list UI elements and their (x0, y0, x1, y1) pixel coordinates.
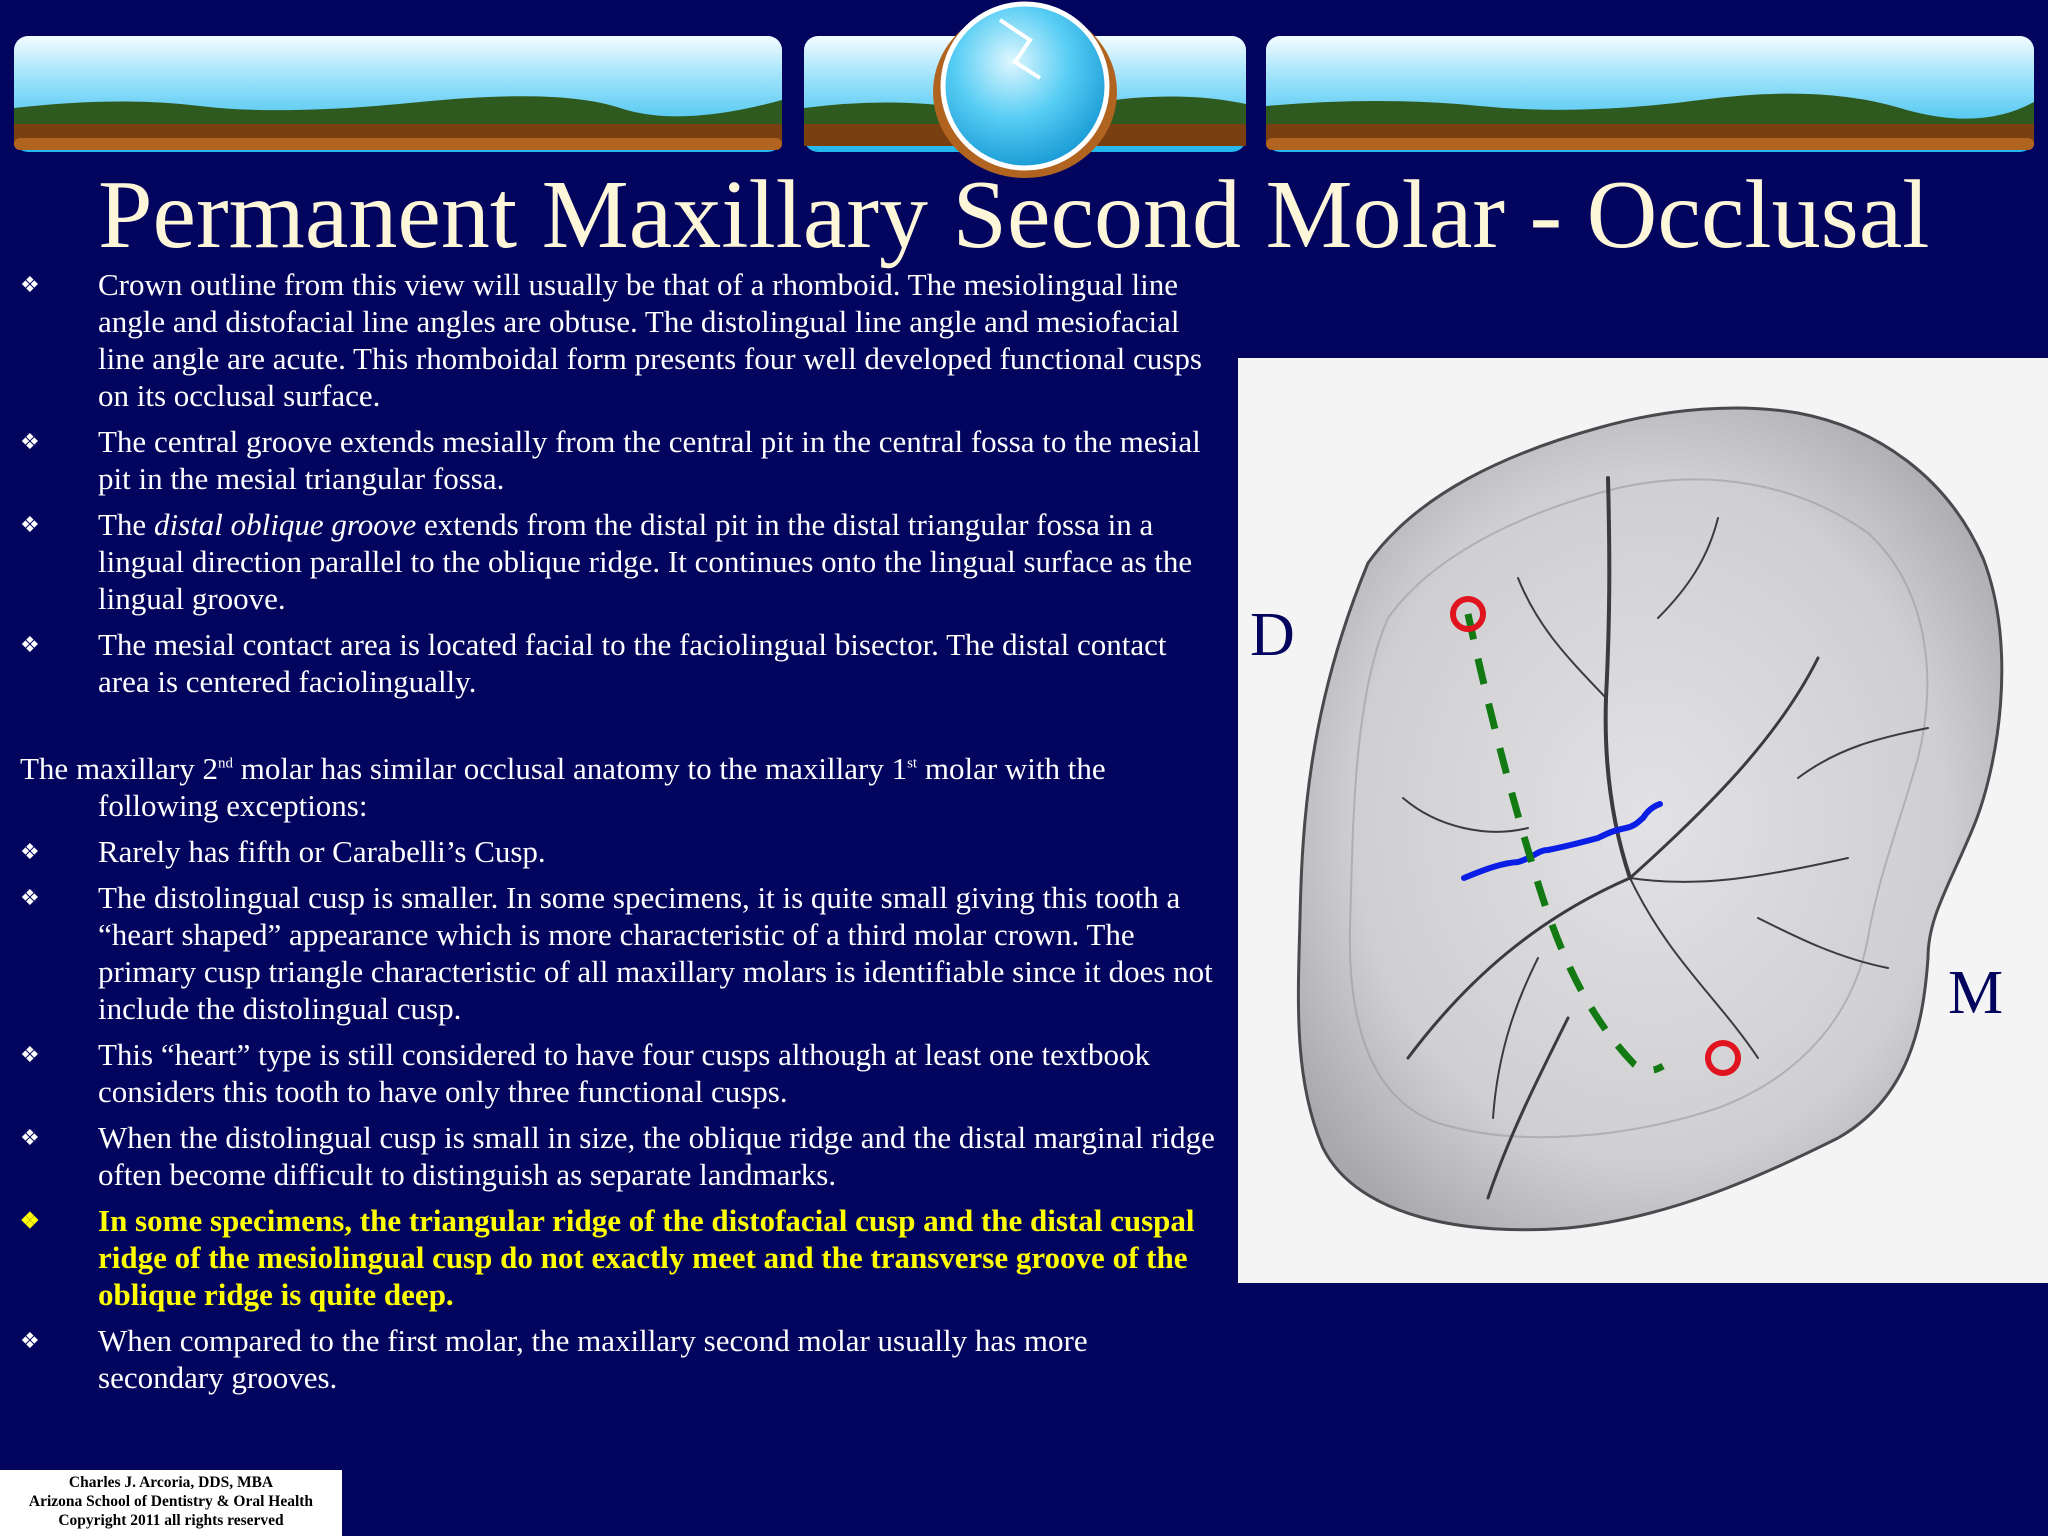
banner-panel-center (804, 4, 1246, 178)
bullet-diamond-icon: ❖ (20, 632, 40, 657)
credit-school: Arizona School of Dentistry & Oral Health (28, 1493, 314, 1510)
mesial-label: M (1948, 959, 2004, 1027)
bullet-secondary-grooves: ❖ When compared to the first molar, the maxillary second molar usually has more secondary grooves. (20, 1323, 1088, 1395)
bullet-oblique-ridge: ❖ When the distolingual cusp is small in size, the oblique ridge and the distal marginal ridge often become difficult to distinguish as separate landmarks. (20, 1120, 1215, 1192)
credit-author: Charles J. Arcoria, DDS, MBA (68, 1474, 274, 1491)
credit-copyright: Copyright 2011 all rights reserved (58, 1512, 284, 1529)
bullet-contact-areas: ❖ The mesial contact area is located facial to the faciolingual bisector. The distal contact area is centered faciolingually. (20, 627, 1167, 699)
author-credit (0, 1470, 342, 1536)
slide-content (20, 266, 1220, 1405)
header-banner (0, 0, 2048, 180)
slide-title: Permanent Maxillary Second Molar - Occlusal (98, 161, 1930, 269)
bullet-diamond-icon: ❖ (20, 839, 40, 864)
bullet-diamond-icon: ❖ (20, 429, 40, 454)
bullet-distolingual-cusp: ❖ The distolingual cusp is smaller. In some specimens, it is quite small giving this tooth a “heart shaped” appearance which is more characteristic of a third molar crown. The primary cusp triangle characteristic of all maxillary molars is identifiable since it does not include the distolingual cusp. (20, 880, 1213, 1026)
tooth-outline (1298, 408, 2004, 1230)
molar-drawing (1238, 358, 2048, 1283)
bullet-heart-type: ❖ This “heart” type is still considered to have four cusps although at least one textbook considers this tooth to have only three functional cusps. (20, 1037, 1151, 1109)
bullet-central-groove: ❖ The central groove extends mesially from the central pit in the central fossa to the mesial pit in the mesial triangular fossa. (20, 424, 1201, 496)
banner-panel-right (1266, 36, 2034, 152)
distal-label: D (1250, 601, 1295, 669)
italic-term: distal oblique groove (153, 507, 417, 542)
bullet-diamond-icon: ❖ (20, 885, 40, 910)
bullet-diamond-icon: ❖ (20, 1042, 40, 1067)
bullet-diamond-icon: ❖ (20, 512, 40, 537)
bullet-diamond-icon: ❖ (20, 1125, 40, 1150)
exceptions-intro: The maxillary 2nd molar has similar occlusal anatomy to the maxillary 1st molar with the following exceptions: (20, 751, 1106, 823)
bullet-rhomboid-outline: ❖ Crown outline from this view will usually be that of a rhomboid. The mesiolingual line angle and distofacial line angles are obtuse. The distolingual line angle and mesiofacial line angle are acute. This rhomboidal form presents four well developed functional cusps on its occlusal surface. (20, 267, 1202, 413)
bullet-diamond-icon: ❖ (20, 1208, 40, 1233)
bullet-diamond-icon: ❖ (20, 1328, 40, 1353)
bullet-distal-oblique-groove: ❖ The distal oblique groove extends from the distal pit in the distal triangular fossa in a lingual direction parallel to the oblique ridge. It continues onto the lingual surface as the lingual groove. (20, 507, 1193, 616)
banner-panel-left (14, 36, 782, 152)
bullet-highlighted-transverse-groove: ❖ In some specimens, the triangular ridge of the distofacial cusp and the distal cuspal ridge of the mesiolingual cusp do not exactly meet and the transverse groove of the oblique ridge is quite deep. (20, 1203, 1195, 1312)
molar-occlusal-figure (1238, 358, 2048, 1283)
bullet-carabelli: ❖ Rarely has fifth or Carabelli’s Cusp. (20, 834, 546, 869)
bullet-diamond-icon: ❖ (20, 272, 40, 297)
